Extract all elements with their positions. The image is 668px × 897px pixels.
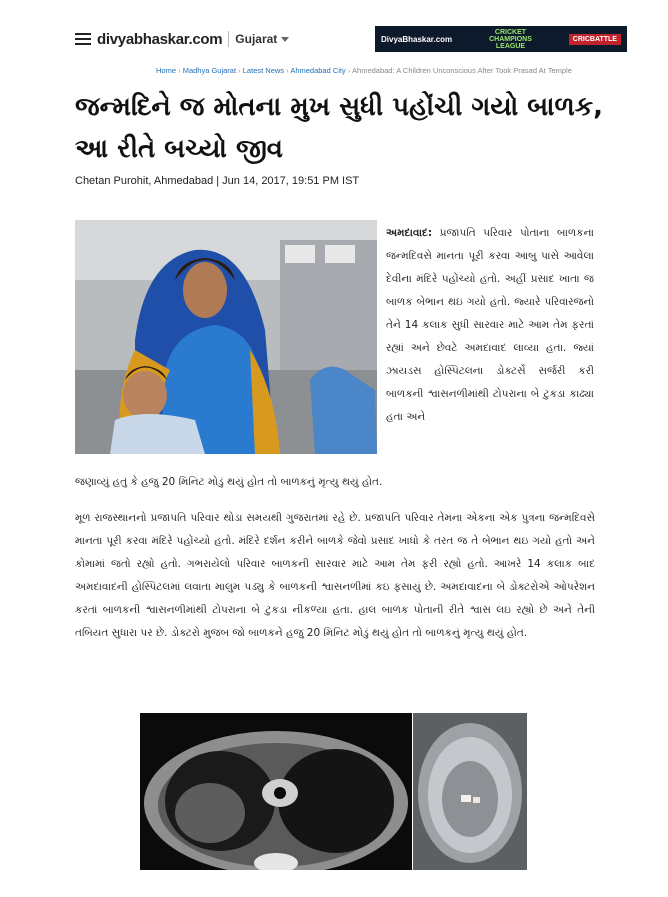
banner-brand: DivyaBhaskar.com: [381, 34, 453, 44]
paragraph-1-text: પ્રજાપતિ પરિવાર પોતાના બાળકના જન્મદિવસે માનતા પૂરી કરવા આબુ પાસે આવેલા દેવીના મંદિરે પહોંચ્યો હતો. અહીં પ્રસાદ ખાતા જ બાળક બેભાન થઇ ગયો હતો. જ્યારે પરિવારજનો તેને 14 કલાક સુધી સારવાર માટે આમ તેમ ફરતાં રહ્યાં અને છેવટે અમદાવાદ લાવ્યા હતા. જ્યાં ઝાયડસ હોસ્પિટલના ડોક્ટર્સે સર્જરી કરી બાળકની શ્વાસનળીમાંથી ટોપરાના બે ટુકડા કાઢ્યા હતા અને: [386, 227, 594, 423]
dateline: અમદાવાદ:: [386, 227, 433, 239]
header-divider: [228, 31, 229, 47]
banner-league: CRICKET CHAMPIONS LEAGUE: [489, 28, 532, 50]
article-paragraph-1-end: જણાવ્યું હતું કે હજુ 20 મિનિટ મોડું થયું હોત તો બાળકનું મૃત્યુ થયું હોત.: [75, 476, 383, 488]
breadcrumb-madhya-gujarat[interactable]: Madhya Gujarat: [182, 66, 237, 75]
title-line-1: જન્મદિને જ મોતના મુખ સુધી પહોંચી ગયો બાળક,: [75, 92, 604, 122]
hamburger-menu-icon[interactable]: [75, 33, 91, 45]
breadcrumb-latest-news[interactable]: Latest News: [242, 66, 285, 75]
breadcrumb-current: Ahmedabad: A Children Unconscious After Took Prasad At Temple: [352, 66, 572, 75]
region-selector[interactable]: [235, 32, 289, 46]
promo-banner[interactable]: [375, 26, 627, 52]
article-byline: Chetan Purohit, Ahmedabad | Jun 14, 2017, 19:51 PM IST: [75, 175, 360, 187]
title-line-2: આ રીતે બચ્યો જીવ: [75, 134, 283, 164]
article-paragraph-2: મૂળ રાજસ્થાનનો પ્રજાપતિ પરિવાર થોડા સમયથી ગુજરાતમાં રહે છે. પ્રજાપતિ પરિવાર તેમના એકના એક પુત્રના જન્મદિવસે માનતા પૂરી કરવા મંદિરે પહોંચ્યો હતો. મંદિરે દર્શન કરીને બાળકે જેવો પ્રસાદ ખાધો કે તરત જ તે બેભાન થઇ ગયો હતો અને કોમામાં જતો રહ્યો હતો. ગભરાયેલો પરિવાર બાળકની સારવાર માટે આમ તેમ ફરી રહ્યો હતો. આખરે 14 કલાક બાદ અમદાવાદની હોસ્પિટલમાં લવાતા માલુમ પડ્યુ કે બાળકની શ્વાસનળીમાં કઇ ફસાયું છે. અમદાવાદના બે ડોક્ટરોએ ઓપરેશન કરતાં બાળકની શ્વાસનળીમાંથી ટોપરાના બે ટુકડા નીકળ્યા હતા. હાલ બાળક પોતાની રીતે શ્વાસ લઇ રહ્યો છે અને તેની તબિયત સુધારા પર છે. ડોક્ટરો મુજબ જો બાળકને હજુ 20 મિનિટ મોડું થયું હોત તો બાળકનું મૃત્યુ થયું હોત.: [75, 512, 595, 639]
ct-scan-image: [140, 713, 412, 870]
banner-powered: CRICBATTLE: [569, 34, 621, 45]
breadcrumb-ahmedabad-city[interactable]: Ahmedabad City: [290, 66, 346, 75]
lead-photo-mother-child: [75, 220, 377, 454]
site-logo[interactable]: divyabhaskar.com: [97, 30, 223, 48]
breadcrumb-home[interactable]: Home: [156, 66, 177, 75]
region-label: Gujarat: [235, 32, 278, 46]
breadcrumb: Home › Madhya Gujarat › Latest News › Ahmedabad City › Ahmedabad: A Children Unconscious After Took Prasad At Temple: [156, 66, 572, 75]
article-paragraph-1: [386, 222, 594, 429]
article-title: [75, 86, 635, 170]
bowl-with-coconut-pieces-image: [413, 713, 527, 870]
chevron-down-icon: [281, 37, 289, 42]
